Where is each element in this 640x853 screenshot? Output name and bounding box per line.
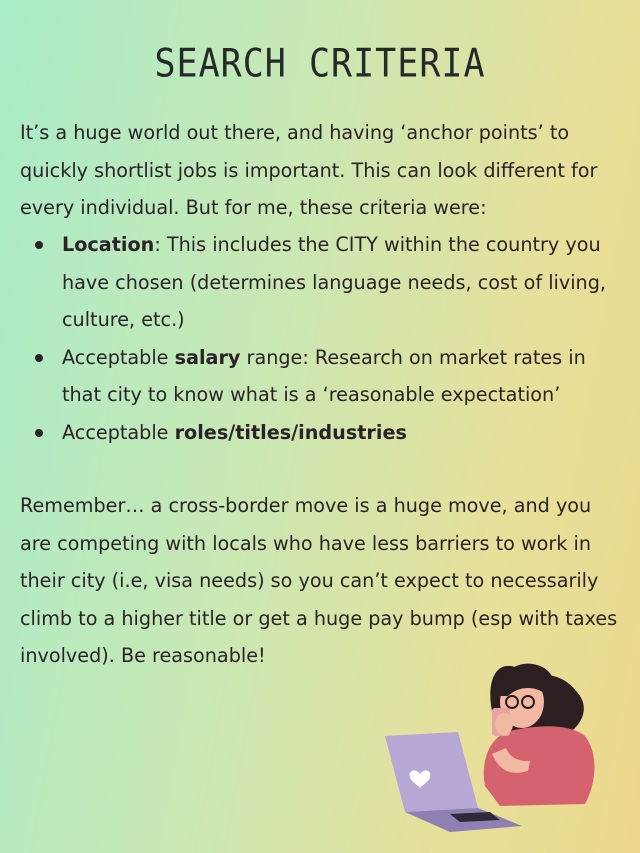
page-title: SEARCH CRITERIA (154, 41, 486, 87)
intro-paragraph: It’s a huge world out there, and having ‘anchor points’ to quickly shortlist jobs is important. This can look different for every individual. But for me, these criteria were: (20, 121, 598, 219)
criteria-item-roles (20, 414, 620, 452)
criteria-item-salary (20, 339, 620, 414)
criteria-keyword: roles/titles/industries (174, 420, 407, 444)
criteria-list (20, 226, 620, 451)
criteria-detail: range: Research on market rates in that city to know what is a ‘reasonable expectation’ (62, 345, 586, 406)
criteria-item-location (20, 226, 620, 339)
laptop-screen (385, 732, 478, 812)
outro-paragraph: Remember… a cross-border move is a huge move, and you are competing with locals who have less barriers to work in their city (i.e, visa needs) so you can’t expect to necessarily climb to a higher title or get a huge pay bump (esp with taxes involved). Be reasonable! (20, 494, 618, 667)
woman-with-laptop-illustration (380, 636, 620, 841)
criteria-keyword: Location (62, 233, 155, 256)
criteria-lead: Acceptable (62, 420, 175, 444)
criteria-lead: Acceptable (62, 345, 175, 369)
criteria-keyword: salary (174, 345, 241, 369)
criteria-detail: : This includes the CITY within the country you have chosen (determines language needs, cost of living, culture, etc.) (62, 233, 606, 331)
hand (495, 713, 513, 735)
